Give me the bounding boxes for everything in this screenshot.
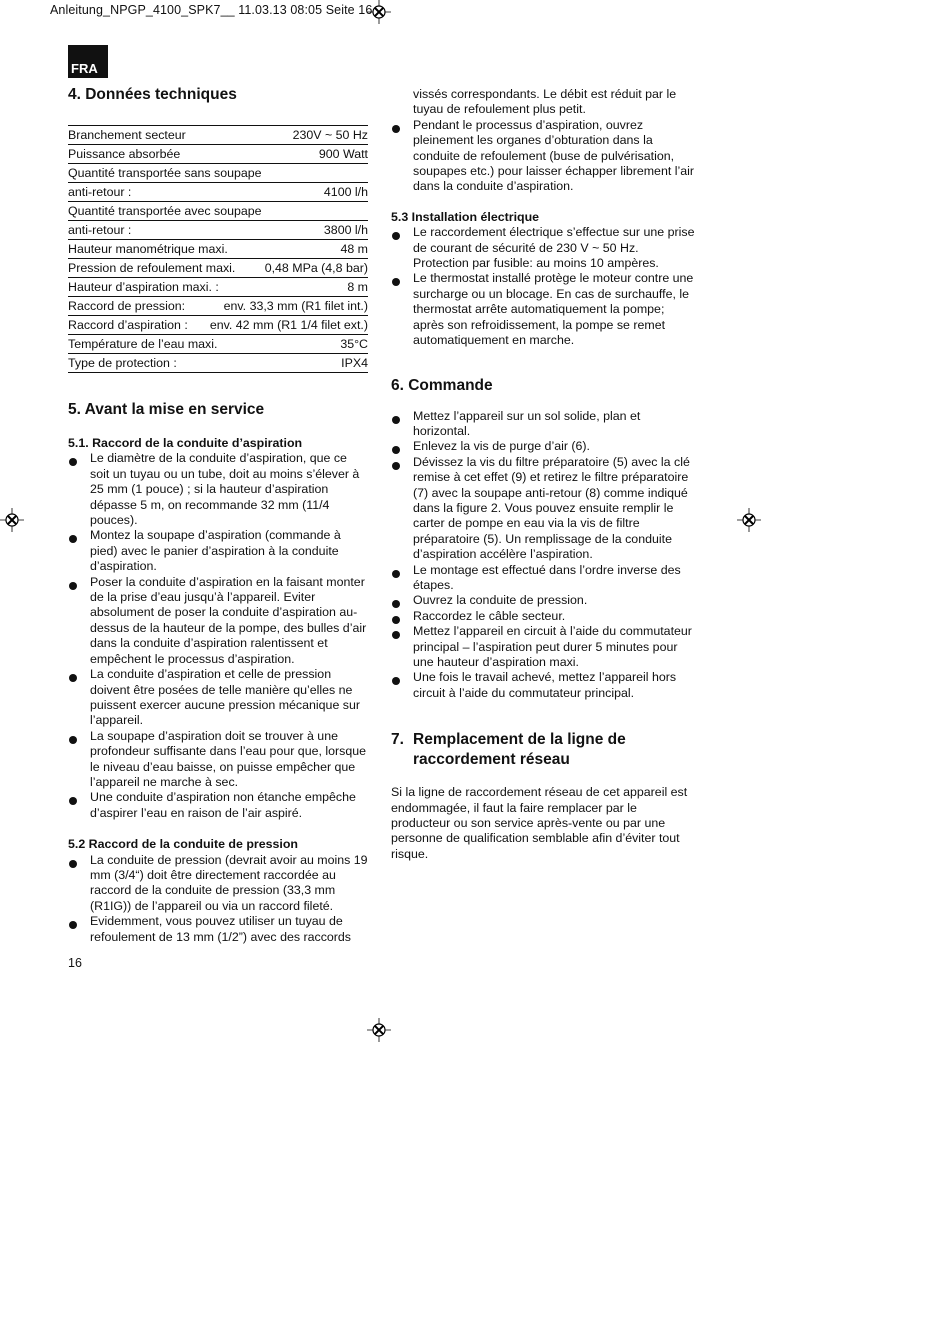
page-number: 16 [68, 956, 82, 970]
section-7-title: 7. Remplacement de la ligne de raccordement réseau [391, 731, 626, 769]
section-5-2-list-cont [391, 118, 696, 195]
list-item: Mettez l’appareil en circuit à l’aide du commutateur principal – l’aspiration peut durer 5 minutes pour une hauteur d’aspiration maxi. [391, 624, 696, 670]
section-4-title: 4. Données techniques [68, 86, 237, 103]
registration-mark-icon [367, 0, 391, 24]
registration-mark-icon [737, 508, 761, 532]
table-row: anti-retour : 3800 l/h [68, 221, 368, 240]
table-row: Quantité transportée avec soupape [68, 202, 368, 221]
list-item: La conduite d’aspiration et celle de pression doivent être posées de telle manière qu’elles ne puissent exercer aucune pression mécanique sur l’appareil. [68, 667, 368, 729]
list-item: Ouvrez la conduite de pression. [391, 593, 696, 608]
list-item: Une conduite d’aspiration non étanche empêche d’aspirer l’eau en raison de l’air aspiré. [68, 790, 368, 821]
table-row: Température de l’eau maxi. 35°C [68, 335, 368, 354]
section-5-3-list [391, 225, 696, 348]
list-item: Le diamètre de la conduite d’aspiration, que ce soit un tuyau ou un tube, doit au moins s’élever à 25 mm (1 pouce) ; si la hauteur d’aspiration dépasse 5 m, on recommande 32 mm (11/4 pouces). [68, 451, 368, 528]
section-7-text: Si la ligne de raccordement réseau de cet appareil est endommagée, il faut la faire remplacer par le producteur ou son service après-vente ou par une personne de qualification semblable afin d’éviter tout risque. [391, 785, 688, 861]
registration-mark-icon [367, 1018, 391, 1042]
table-row: Hauteur d’aspiration maxi. : 8 m [68, 278, 368, 297]
section-5-1-title: 5.1. Raccord de la conduite d’aspiration [68, 436, 303, 450]
section-5-2-title: 5.2 Raccord de la conduite de pression [68, 837, 298, 852]
table-row: Quantité transportée sans soupape [68, 164, 368, 183]
list-item: La soupape d’aspiration doit se trouver à une profondeur suffisante dans l’eau pour que, lorsque le niveau d’eau baisse, on puisse empêcher que l’appareil ne marche à sec. [68, 729, 368, 791]
table-row: Hauteur manométrique maxi. 48 m [68, 240, 368, 259]
list-item: Poser la conduite d’aspiration en la faisant monter de la prise d’eau jusqu’à l’appareil. Eviter absolument de poser la conduite d’aspiration au-dessus de la hauteur de la pompe, des bulles d’air dans la conduite d’aspiration ralentissent et empêchent le processus d’aspiration. [68, 575, 368, 667]
table-row: Puissance absorbée 900 Watt [68, 144, 368, 164]
list-item: Le raccordement électrique s’effectue sur une prise de courant de sécurité de 230 V ~ 50 Hz. Protection par fusible: au moins 10 ampères. [391, 225, 696, 271]
list-item: Pendant le processus d’aspiration, ouvrez pleinement les organes d’obturation dans la conduite de refoulement (buse de pulvérisation, soupapes etc.) pour laisser échapper librement l’air dans la conduite d’aspiration. [391, 118, 696, 195]
left-column [68, 85, 368, 945]
table-row: Branchement secteur 230V ~ 50 Hz [68, 128, 368, 142]
table-row: anti-retour : 4100 l/h [68, 183, 368, 202]
tech-data-table [68, 125, 368, 373]
list-item: Evidemment, vous pouvez utiliser un tuyau de refoulement de 13 mm (1/2”) avec des raccords [68, 914, 368, 945]
list-item: Dévissez la vis du filtre préparatoire (5) avec la clé remise à cet effet (9) et retirez le filtre préparatoire (7) avec la soupape anti-retour (8) comme indiqué dans la figure 2. Vous pouvez ensuite remplir le carter de pompe en eau via la vis de filtre préparatoire (5). Un remplissage de la conduite d’aspiration accélère l’aspiration. [391, 455, 696, 563]
list-item: La conduite de pression (devrait avoir au moins 19 mm (3/4“) doit être directement raccordée au raccord de la conduite de pression (33,3 mm (R1IG)) de l’appareil ou via un raccord fileté. [68, 853, 368, 915]
table-row: Raccord de pression: env. 33,3 mm (R1 filet int.) [68, 297, 368, 316]
list-item-continuation: vissés correspondants. Le débit est réduit par le tuyau de refoulement plus petit. [413, 87, 677, 117]
section-6-title: 6. Commande [391, 376, 493, 394]
section-6-list [391, 409, 696, 702]
section-5-1-list [68, 451, 368, 821]
section-5-title: 5. Avant la mise en service [68, 401, 265, 418]
right-column [391, 87, 696, 862]
list-item: Montez la soupape d’aspiration (commande à pied) avec le panier d’aspiration à la conduite d’aspiration. [68, 528, 368, 574]
section-5-3-title: 5.3 Installation électrique [391, 209, 540, 224]
list-item: Mettez l’appareil sur un sol solide, plan et horizontal. [391, 409, 696, 440]
language-badge: FRA [68, 45, 108, 78]
list-item: Enlevez la vis de purge d’air (6). [391, 439, 696, 454]
list-item: Raccordez le câble secteur. [391, 609, 696, 624]
registration-mark-icon [0, 508, 24, 532]
list-item: Le montage est effectué dans l’ordre inverse des étapes. [391, 563, 696, 594]
list-item: Le thermostat installé protège le moteur contre une surcharge ou un blocage. En cas de surchauffe, le thermostat arrête automatiquement la pompe; après son refroidissement, la pompe se remet automatiquement en marche. [391, 271, 696, 348]
list-item: Une fois le travail achevé, mettez l’appareil hors circuit à l’aide du commutateur principal. [391, 670, 696, 701]
table-row: Pression de refoulement maxi. 0,48 MPa (4,8 bar) [68, 259, 368, 278]
table-row: Type de protection : IPX4 [68, 354, 368, 373]
table-row: Raccord d’aspiration : env. 42 mm (R1 1/4 filet ext.) [68, 316, 368, 335]
section-5-2-list [68, 853, 368, 945]
print-header: Anleitung_NPGP_4100_SPK7__ 11.03.13 08:05 Seite 16 [50, 3, 373, 17]
